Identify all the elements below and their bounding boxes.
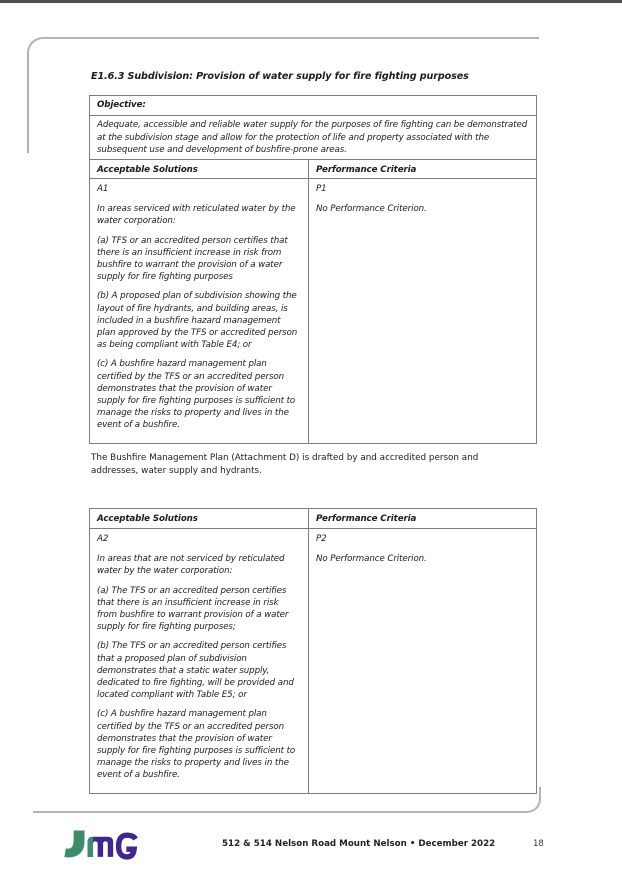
column-header-row <box>90 509 536 528</box>
body-paragraph: The Bushfire Management Plan (Attachment D) is drafted by and accredited person and addresses, water supply and hydrants. <box>91 453 479 476</box>
performance-criteria-cell-p2 <box>309 529 536 793</box>
standards-table-a2 <box>89 508 537 794</box>
standards-table-a1 <box>89 95 537 444</box>
objective-text-row <box>90 115 536 159</box>
column-header-row <box>90 159 536 178</box>
footer-document-reference: 512 & 514 Nelson Road Mount Nelson • December 2022 <box>222 839 496 849</box>
acceptable-solutions-header: Acceptable Solutions <box>90 509 309 528</box>
objective-text: Adequate, accessible and reliable water supply for the purposes of fire fighting can be demonstrated at the subdivision stage and allow for the protection of life and property associated with the subsequent use and development of bushfire-prone areas. <box>97 120 528 156</box>
page-top-edge <box>0 0 622 3</box>
criteria-text: No Performance Criterion. <box>316 554 427 565</box>
performance-criteria-header: Performance Criteria <box>316 514 417 524</box>
footer-page-number: 18 <box>533 839 544 849</box>
cell-paragraph: (c) A bushfire hazard management plan certified by the TFS or an accredited person demonstrates that the provision of water supply for fire fighting purposes is sufficient to manage the risks to property and lives in the event of a bushfire. <box>97 359 296 431</box>
cell-paragraph: In areas that are not serviced by reticulated water by the water corporation: <box>97 554 285 577</box>
acceptable-solutions-header: Acceptable Solutions <box>90 160 309 178</box>
logo-letter-m-green-stem-icon <box>88 837 93 857</box>
cell-paragraph: (b) The TFS or an accredited person certifies that a proposed plan of subdivision demonstrates that a static water supply, dedicated to fire fighting, will be provided and located compliant with Table E5; or <box>97 641 294 701</box>
criteria-text: No Performance Criterion. <box>316 204 427 215</box>
jmg-logo <box>61 829 139 860</box>
performance-criteria-cell-p1 <box>309 179 536 443</box>
section-heading: E1.6.3 Subdivision: Provision of water supply for fire fighting purposes <box>91 71 469 82</box>
solution-id: A1 <box>97 184 109 194</box>
performance-criteria-header: Performance Criteria <box>316 165 417 175</box>
cell-paragraph: (b) A proposed plan of subdivision showing the layout of fire hydrants, and building areas, is included in a bushfire hazard management plan approved by the TFS or accredited person as being compliant with Table E4; or <box>97 291 298 351</box>
objective-header-row <box>90 96 536 115</box>
content-row <box>90 178 536 443</box>
solution-id: A2 <box>97 534 109 544</box>
solution-paragraphs <box>97 553 298 781</box>
content-row <box>90 528 536 793</box>
criteria-id: P2 <box>316 534 327 544</box>
cell-paragraph: In areas serviced with reticulated water by the water corporation: <box>97 204 296 227</box>
acceptable-solution-cell-a1 <box>90 179 309 443</box>
logo-letter-j-icon <box>64 831 84 858</box>
logo-letter-g-icon <box>119 835 136 857</box>
cell-paragraph: (a) TFS or an accredited person certifies that there is an insufficient increase in risk from bushfire to warrant the provision of a water supply for fire fighting purposes <box>97 235 288 283</box>
criteria-id: P1 <box>316 184 327 194</box>
solution-paragraphs <box>97 203 298 431</box>
objective-label: Objective: <box>97 100 146 110</box>
cell-paragraph: (c) A bushfire hazard management plan certified by the TFS or an accredited person demonstrates that the provision of water supply for fire fighting purposes is sufficient to manage the risks to property and lives in the event of a bushfire. <box>97 709 296 781</box>
cell-paragraph: (a) The TFS or an accredited person certifies that there is an insufficient increase in risk from bushfire to warrant provision of a water supply for fire fighting purposes; <box>97 585 289 633</box>
acceptable-solution-cell-a2 <box>90 529 309 793</box>
